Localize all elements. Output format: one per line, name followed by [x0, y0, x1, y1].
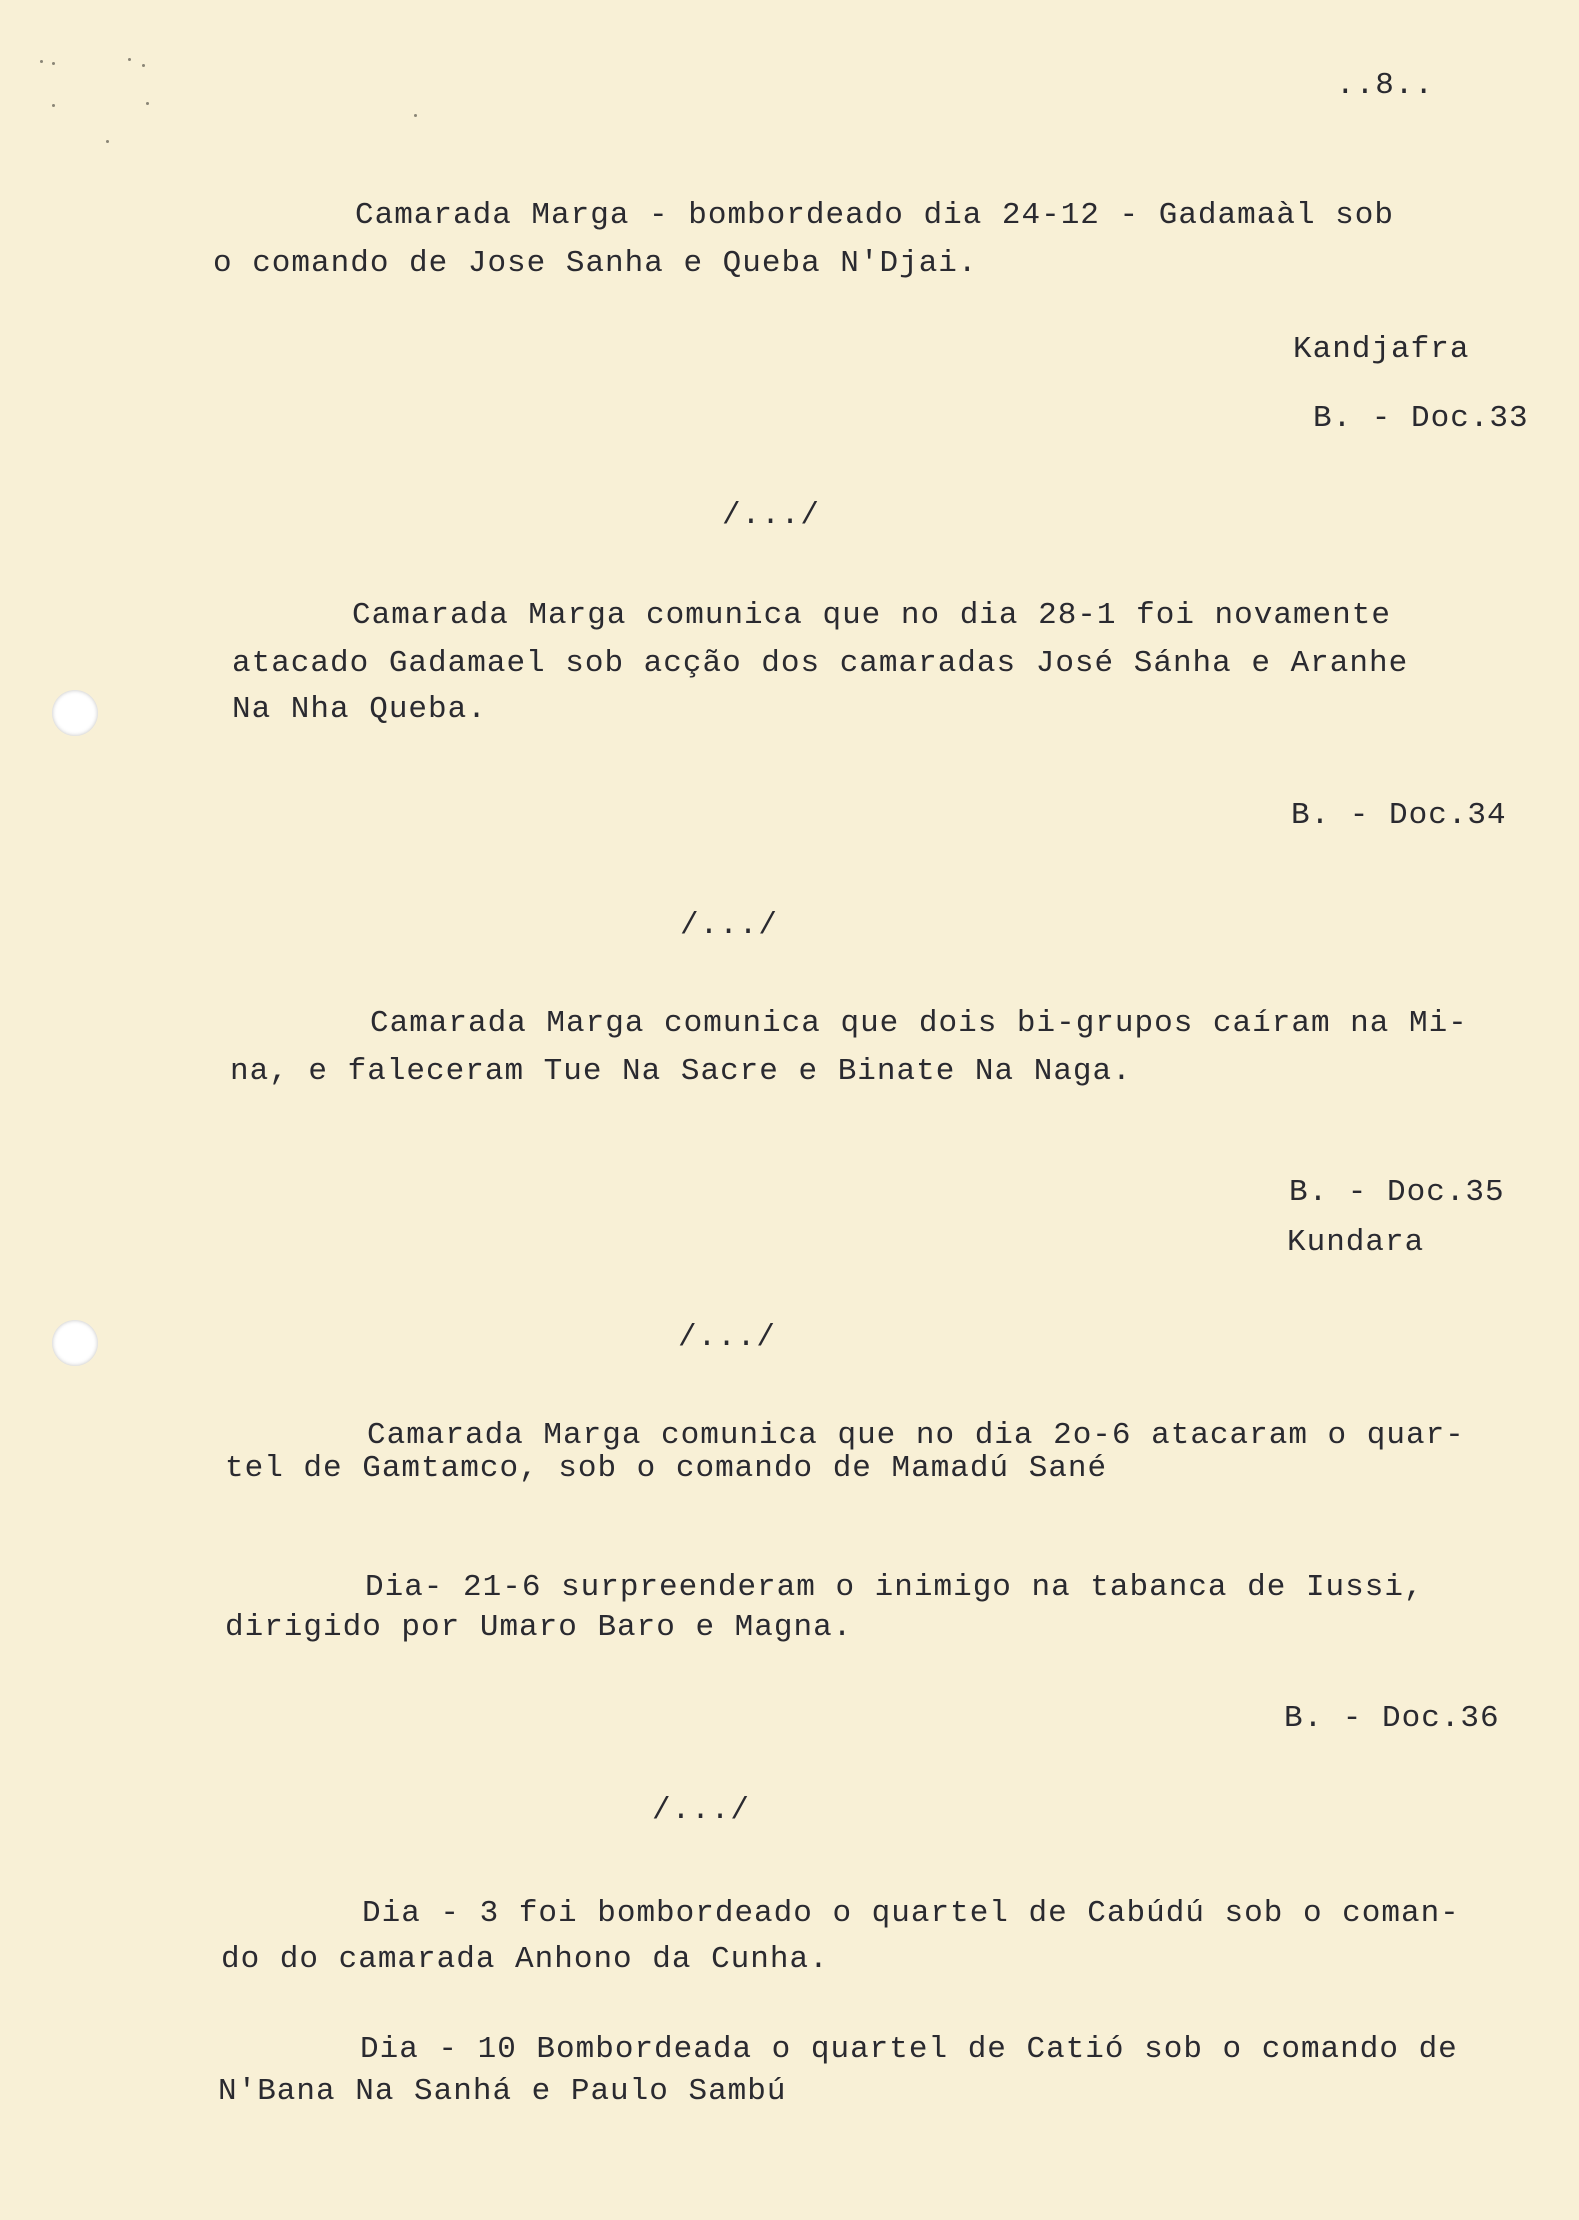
paragraph-line: Dia- 21-6 surpreenderam o inimigo na tabanca de Iussi, — [365, 1570, 1424, 1605]
paper-speck — [40, 60, 43, 63]
paragraph-line: Camarada Marga - bombordeado dia 24-12 - Gadamaàl sob — [355, 198, 1394, 233]
doc-reference: B. - Doc.36 — [1284, 1701, 1500, 1736]
paragraph-line: dirigido por Umaro Baro e Magna. — [225, 1610, 853, 1645]
paragraph-line: tel de Gamtamco, sob o comando de Mamadú Sané — [225, 1451, 1108, 1486]
paragraph-line: do do camarada Anhono da Cunha. — [221, 1942, 829, 1977]
paragraph-line: N'Bana Na Sanhá e Paulo Sambú — [218, 2074, 787, 2109]
doc-reference: B. - Doc.34 — [1291, 798, 1507, 833]
section-separator: /.../ — [722, 498, 821, 533]
page-number: ..8.. — [1336, 68, 1435, 103]
paragraph-line: atacado Gadamael sob acção dos camaradas José Sánha e Aranhe — [232, 646, 1409, 681]
paragraph-line: Dia - 3 foi bombordeado o quartel de Cabúdú sob o coman- — [362, 1896, 1460, 1931]
section-separator: /.../ — [680, 908, 779, 943]
paragraph-line: o comando de Jose Sanha e Queba N'Djai. — [213, 246, 978, 281]
doc-reference: B. - Doc.35 — [1289, 1175, 1505, 1210]
paragraph-line: Camarada Marga comunica que no dia 2o-6 atacaram o quar- — [367, 1418, 1465, 1453]
paragraph-line: Na Nha Queba. — [232, 692, 487, 727]
paper-speck — [52, 104, 55, 107]
paper-speck — [142, 64, 145, 67]
paper-speck — [106, 140, 109, 143]
section-separator: /.../ — [678, 1320, 777, 1355]
paper-speck — [414, 114, 417, 117]
paragraph-line: Dia - 10 Bombordeada o quartel de Catió sob o comando de — [360, 2032, 1458, 2067]
paper-speck — [128, 58, 131, 61]
place-name: Kundara — [1287, 1225, 1425, 1260]
place-name: Kandjafra — [1293, 332, 1470, 367]
doc-reference: B. - Doc.33 — [1313, 401, 1529, 436]
section-separator: /.../ — [652, 1793, 751, 1828]
paper-speck — [146, 102, 149, 105]
punch-hole-bottom — [52, 1320, 98, 1366]
paragraph-line: Camarada Marga comunica que no dia 28-1 foi novamente — [352, 598, 1391, 633]
paragraph-line: na, e faleceram Tue Na Sacre e Binate Na Naga. — [230, 1054, 1132, 1089]
paper-speck — [52, 62, 55, 65]
punch-hole-top — [52, 690, 98, 736]
paragraph-line: Camarada Marga comunica que dois bi-grupos caíram na Mi- — [370, 1006, 1468, 1041]
